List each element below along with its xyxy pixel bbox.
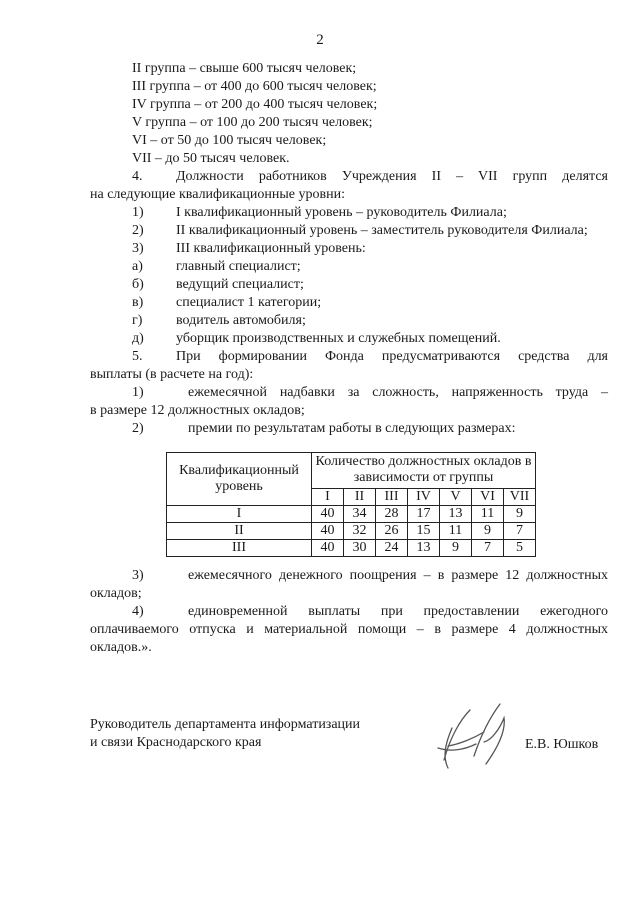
document-body: [90, 60, 608, 657]
list-item: [90, 294, 608, 312]
paragraph-number: 4.: [132, 169, 143, 184]
signatory-title-line: и связи Краснодарского края: [90, 735, 262, 750]
list-text: специалист 1 категории;: [176, 295, 322, 310]
list-item: [90, 330, 608, 348]
list-text: главный специалист;: [176, 259, 301, 274]
signatory-title: [90, 716, 360, 752]
group-line: IV группа – от 200 до 400 тысяч человек;: [132, 97, 378, 112]
list-text: премии по результатам работы в следующих размерах:: [188, 421, 516, 436]
value-cell: 40: [312, 523, 344, 540]
value-cell: 40: [312, 506, 344, 523]
population-groups: [90, 60, 608, 168]
paragraph-5-rest: выплаты (в расчете на год):: [90, 367, 254, 382]
payment-3: [90, 567, 608, 603]
qualification-levels: [90, 204, 608, 258]
level-3-positions: [90, 258, 608, 348]
paragraph-4: [90, 168, 608, 204]
list-number: 2): [132, 421, 144, 436]
group-header: VI: [472, 488, 504, 505]
list-letter: д): [132, 331, 144, 346]
payment-first-line: [90, 603, 608, 621]
value-cell: 26: [376, 523, 408, 540]
paragraph-5-first-line: [90, 348, 608, 366]
level-cell: III: [167, 540, 312, 557]
group-header: IV: [408, 488, 440, 505]
value-cell: 34: [344, 506, 376, 523]
page-number: 2: [316, 32, 324, 48]
payment-1: [90, 384, 608, 420]
value-cell: 32: [344, 523, 376, 540]
paragraph-4-rest: на следующие квалификационные уровни:: [90, 187, 345, 202]
list-text: ежемесячной надбавки за сложность, напряженность труда –: [188, 385, 608, 400]
list-number: 3): [132, 241, 144, 256]
value-cell: 40: [312, 540, 344, 557]
payment-4: [90, 603, 608, 657]
group-line: II группа – свыше 600 тысяч человек;: [132, 61, 357, 76]
list-number: 1): [132, 385, 144, 400]
value-cell: 17: [408, 506, 440, 523]
payment-first-line: [90, 384, 608, 402]
payment-rest: в размере 12 должностных окладов;: [90, 403, 305, 418]
value-cell: 30: [344, 540, 376, 557]
value-cell: 11: [440, 523, 472, 540]
group-line: VII – до 50 тысяч человек.: [132, 151, 290, 166]
group-header: III: [376, 488, 408, 505]
value-cell: 15: [408, 523, 440, 540]
group-line: VI – от 50 до 100 тысяч человек;: [132, 133, 327, 148]
paragraph-5: [90, 348, 608, 384]
handwritten-signature-icon: [430, 698, 520, 776]
table-row: [167, 540, 536, 557]
paragraph-text: Должности работников Учреждения II – VII групп делятся: [176, 169, 608, 184]
list-number: 4): [132, 604, 144, 619]
list-letter: г): [132, 313, 143, 328]
list-letter: а): [132, 259, 143, 274]
payment-rest: окладов;: [90, 586, 142, 601]
list-text: I квалификационный уровень – руководитель Филиала;: [176, 205, 507, 220]
list-item: [90, 312, 608, 330]
group-header: II: [344, 488, 376, 505]
list-text: II квалификационный уровень – заместитель руководителя Филиала;: [176, 223, 588, 238]
table-row: [167, 506, 536, 523]
list-number: 1): [132, 205, 144, 220]
value-cell: 7: [472, 540, 504, 557]
value-cell: 11: [472, 506, 504, 523]
payment-last-line: окладов.».: [90, 640, 152, 655]
list-text: III квалификационный уровень:: [176, 241, 366, 256]
value-cell: 7: [504, 523, 536, 540]
list-text: ведущий специалист;: [176, 277, 304, 292]
signatory-title-line: Руководитель департамента информатизации: [90, 717, 361, 732]
value-cell: 9: [472, 523, 504, 540]
list-item: [90, 276, 608, 294]
paragraph-number: 5.: [132, 349, 143, 364]
value-cell: 24: [376, 540, 408, 557]
table-row: [167, 523, 536, 540]
payment-first-line: [90, 567, 608, 585]
payment-2: [90, 420, 608, 438]
list-item: [90, 258, 608, 276]
payment-middle-line: оплачиваемого отпуска и материальной помощи – в размере 4 должностных: [90, 622, 608, 637]
value-cell: 13: [440, 506, 472, 523]
list-item: [90, 204, 608, 222]
list-letter: в): [132, 295, 144, 310]
group-header: V: [440, 488, 472, 505]
signatory-name: Е.В. Юшков: [525, 737, 599, 752]
bonus-table: [166, 452, 536, 557]
list-text: ежемесячного денежного поощрения – в размере 12 должностных: [188, 568, 608, 583]
group-header: VII: [504, 488, 536, 505]
paragraph-4-first-line: [90, 168, 608, 186]
list-number: 2): [132, 223, 144, 238]
paragraph-text: При формировании Фонда предусматриваются средства для: [176, 349, 608, 364]
list-letter: б): [132, 277, 144, 292]
value-cell: 5: [504, 540, 536, 557]
value-cell: 28: [376, 506, 408, 523]
value-cell: 13: [408, 540, 440, 557]
list-text: водитель автомобиля;: [176, 313, 306, 328]
list-text: единовременной выплаты при предоставлении ежегодного: [188, 604, 608, 619]
quantity-column-header: Количество должностных окладов в зависимости от группы: [312, 453, 536, 489]
value-cell: 9: [504, 506, 536, 523]
list-item: [90, 222, 608, 240]
level-cell: II: [167, 523, 312, 540]
list-item: [90, 240, 608, 258]
value-cell: 9: [440, 540, 472, 557]
group-line: III группа – от 400 до 600 тысяч человек;: [132, 79, 377, 94]
level-column-header: Квалификационный уровень: [167, 453, 312, 506]
list-number: 3): [132, 568, 144, 583]
list-text: уборщик производственных и служебных помещений.: [176, 331, 501, 346]
group-header: I: [312, 488, 344, 505]
level-cell: I: [167, 506, 312, 523]
group-line: V группа – от 100 до 200 тысяч человек;: [132, 115, 373, 130]
table-header-row: [167, 453, 536, 489]
